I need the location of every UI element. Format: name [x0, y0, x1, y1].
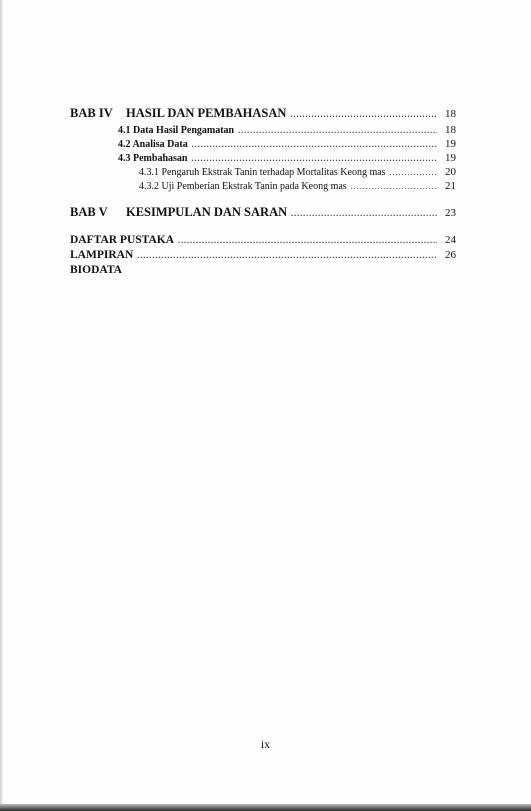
- toc-chapter-4-code: BAB IV: [70, 106, 113, 120]
- toc-leader-dots: [192, 140, 437, 149]
- toc-leader-dots: [137, 251, 437, 260]
- toc-leader-dots: [238, 126, 437, 135]
- toc-chapter-5-title: KESIMPULAN DAN SARAN: [126, 205, 288, 219]
- toc-subsection-4-3-2-label: 4.3.2 Uji Pemberian Ekstrak Tanin pada Keong mas: [139, 181, 347, 192]
- toc-chapter-4-page: 18: [445, 108, 456, 120]
- toc-biodata[interactable]: [70, 264, 456, 276]
- toc-chapter-5-code: BAB V: [70, 205, 108, 219]
- toc-daftar-pustaka-label: DAFTAR PUSTAKA: [70, 234, 175, 246]
- page-left-edge: [0, 0, 3, 811]
- toc-leader-dots: [291, 209, 437, 218]
- toc-lampiran-page: 26: [445, 249, 456, 261]
- toc-subsection-4-3-1[interactable]: [139, 166, 456, 178]
- toc-section-4-1[interactable]: [118, 124, 456, 136]
- toc-daftar-pustaka-page: 24: [445, 234, 456, 246]
- page-number: ix: [260, 737, 271, 751]
- page-bottom-edge: [0, 804, 531, 811]
- toc-section-4-2-page: 19: [445, 138, 456, 150]
- toc-chapter-4-title: HASIL DAN PEMBAHASAN: [126, 106, 287, 120]
- toc-section-4-1-label: 4.1 Data Hasil Pengamatan: [118, 125, 235, 136]
- toc-section-4-1-page: 18: [445, 124, 456, 136]
- toc-chapter-4-heading: [70, 106, 286, 121]
- toc-leader-dots: [290, 110, 437, 119]
- toc-lampiran[interactable]: [70, 249, 456, 261]
- toc-section-4-3-page: 19: [445, 152, 456, 164]
- toc-daftar-pustaka[interactable]: [70, 234, 456, 246]
- toc-leader-dots: [191, 154, 437, 163]
- toc-leader-dots: [178, 236, 437, 245]
- toc-subsection-4-3-2-page: 21: [445, 180, 456, 192]
- toc-leader-dots: [351, 182, 437, 191]
- toc-subsection-4-3-1-page: 20: [445, 166, 456, 178]
- toc-chapter-4[interactable]: [70, 106, 456, 121]
- toc-subsection-4-3-1-label: 4.3.1 Pengaruh Ekstrak Tanin terhadap Mortalitas Keong mas: [139, 167, 386, 178]
- toc-section-4-2[interactable]: [118, 138, 456, 150]
- toc-section-4-3-label: 4.3 Pembahasan: [118, 153, 188, 164]
- toc-subsection-4-3-2[interactable]: [139, 180, 456, 192]
- toc-section-4-2-label: 4.2 Analisa Data: [118, 139, 188, 150]
- toc-chapter-5-page: 23: [445, 207, 456, 219]
- toc-section-4-3[interactable]: [118, 152, 456, 164]
- toc-lampiran-label: LAMPIRAN: [70, 249, 134, 261]
- toc-biodata-label: BIODATA: [70, 264, 122, 276]
- toc-leader-dots: [390, 168, 437, 177]
- toc-chapter-5[interactable]: [70, 205, 456, 220]
- toc-chapter-5-heading: [70, 205, 287, 220]
